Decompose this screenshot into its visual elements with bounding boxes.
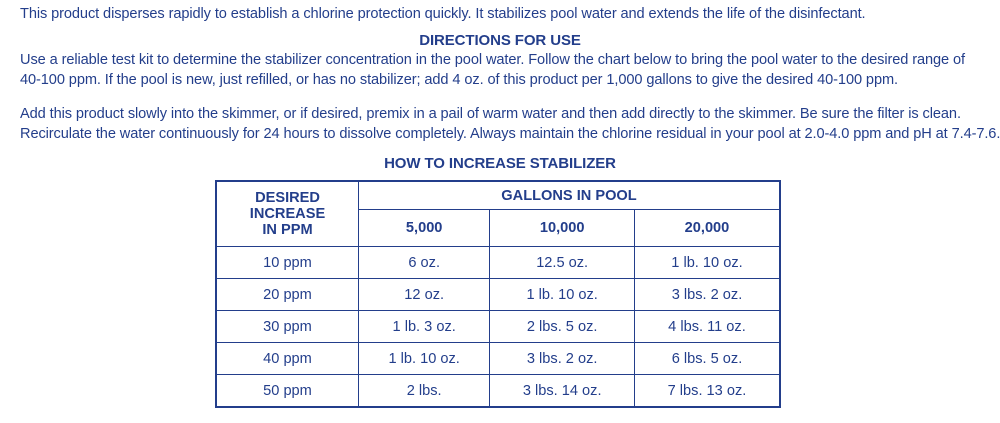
directions-paragraph-1-line-1: Use a reliable test kit to determine the stabilizer concentration in the pool water. Follow the chart below to bring the pool water to the desired range of <box>20 52 965 68</box>
dose-cell: 3 lbs. 2 oz. <box>490 343 635 375</box>
dose-cell: 1 lb. 3 oz. <box>359 311 490 343</box>
ppm-cell: 20 ppm <box>216 279 359 311</box>
gallon-column-5000: 5,000 <box>359 210 490 247</box>
dose-cell: 6 lbs. 5 oz. <box>634 343 780 375</box>
dose-cell: 2 lbs. 5 oz. <box>490 311 635 343</box>
gallon-column-10000: 10,000 <box>490 210 635 247</box>
ppm-cell: 10 ppm <box>216 247 359 279</box>
dose-cell: 1 lb. 10 oz. <box>634 247 780 279</box>
desired-increase-header <box>216 181 359 247</box>
dose-cell: 1 lb. 10 oz. <box>490 279 635 311</box>
table-row <box>216 311 780 343</box>
table-row <box>216 375 780 408</box>
dose-cell: 12.5 oz. <box>490 247 635 279</box>
directions-paragraph-1-line-2: 40-100 ppm. If the pool is new, just refilled, or has no stabilizer; add 4 oz. of this product per 1,000 gallons to give the desired 40-100 ppm. <box>20 72 898 88</box>
directions-heading: DIRECTIONS FOR USE <box>419 32 581 49</box>
desired-header-line-2: INCREASE <box>249 206 326 222</box>
table-header-row <box>216 181 780 210</box>
ppm-cell: 50 ppm <box>216 375 359 408</box>
dose-cell: 3 lbs. 14 oz. <box>490 375 635 408</box>
dose-cell: 4 lbs. 11 oz. <box>634 311 780 343</box>
directions-paragraph-2-line-1: Add this product slowly into the skimmer, or if desired, premix in a pail of warm water and then add directly to the skimmer. Be sure the filter is clean. <box>20 106 961 122</box>
table-row <box>216 247 780 279</box>
dose-cell: 3 lbs. 2 oz. <box>634 279 780 311</box>
dose-cell: 12 oz. <box>359 279 490 311</box>
stabilizer-table-heading: HOW TO INCREASE STABILIZER <box>384 155 616 172</box>
ppm-cell: 30 ppm <box>216 311 359 343</box>
stabilizer-dosage-table <box>215 180 781 408</box>
dose-cell: 6 oz. <box>359 247 490 279</box>
dose-cell: 7 lbs. 13 oz. <box>634 375 780 408</box>
directions-paragraph-2-line-2: Recirculate the water continuously for 24 hours to dissolve completely. Always maintain the chlorine residual in your pool at 2.0-4.0 ppm and pH at 7.4-7.6. <box>20 126 1000 142</box>
desired-header-line-3: IN PPM <box>262 222 313 238</box>
desired-header-line-1: DESIRED <box>255 190 320 206</box>
gallon-column-20000: 20,000 <box>634 210 780 247</box>
dose-cell: 2 lbs. <box>359 375 490 408</box>
table-row <box>216 279 780 311</box>
ppm-cell: 40 ppm <box>216 343 359 375</box>
dose-cell: 1 lb. 10 oz. <box>359 343 490 375</box>
table-row <box>216 343 780 375</box>
intro-text: This product disperses rapidly to establish a chlorine protection quickly. It stabilizes pool water and extends the life of the disinfectant. <box>20 6 866 22</box>
gallons-in-pool-header: GALLONS IN POOL <box>359 181 781 210</box>
